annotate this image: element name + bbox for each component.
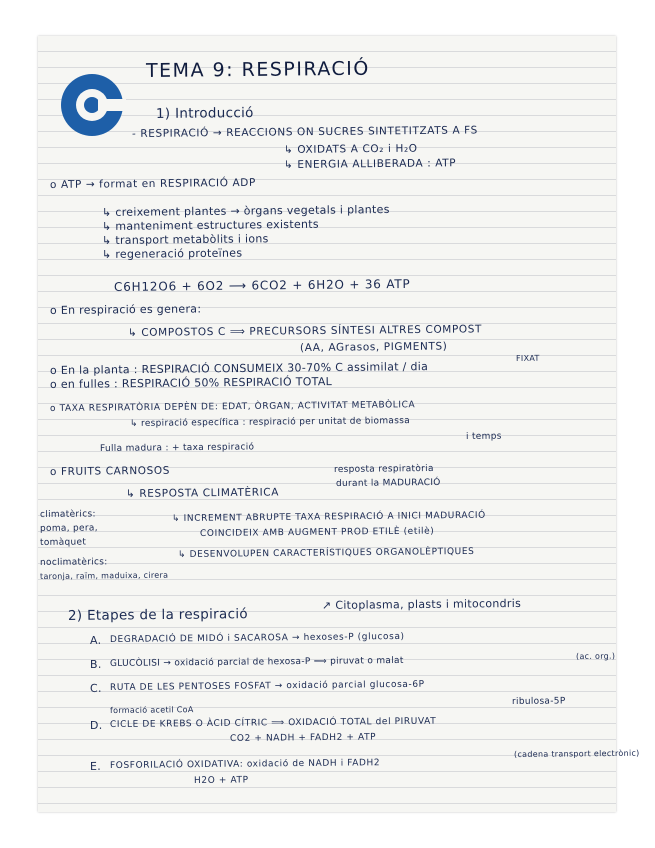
stage-letter: C. — [89, 681, 102, 695]
climaterica-line: ↳ RESPOSTA CLIMATÈRICA — [125, 486, 280, 500]
taxa-line-1: o TAXA RESPIRATÒRIA DEPÈN DE: EDAT, ÒRGAN, ACTIVITAT METABÒLICA — [49, 400, 416, 414]
stage-text: CICLE DE KREBS O ÀCID CÍTRIC ⟹ OXIDACIÓ TOTAL del PIRUVAT — [109, 716, 437, 730]
taxa-line-3: i temps — [465, 431, 502, 442]
stage-b-note: (ac. org.) — [575, 651, 616, 661]
noclimaterics-note: noclimatèrics: — [39, 557, 108, 568]
respiracio-definition-line-1: - RESPIRACIÓ → REACCIONS ON SUCRES SINTETITZATS A FS — [131, 124, 478, 140]
stage-c-note: ribulosa-5P — [511, 696, 566, 707]
atp-use-item: ↳ regeneració proteïnes — [101, 246, 243, 261]
section-1-heading: 1) Introducció — [155, 104, 254, 122]
noclimaterics-note: taronja, raïm, maduixa, cirera — [39, 570, 169, 581]
climaterics-note: tomàquet — [39, 537, 87, 548]
stage-letter: E. — [89, 759, 102, 773]
stage-e-line-2: H2O + ATP — [193, 775, 249, 786]
increment-line-2: COINCIDEIX AMB AUGMENT PROD ETILÈ (etilè) — [199, 526, 435, 539]
respiracio-definition-line-3: ↳ ENERGIA ALLIBERADA : ATP — [283, 157, 457, 171]
section-2-heading: 2) Etapes de la respiració — [67, 606, 248, 624]
resposta-bracket-line-2: durant la MADURACIÓ — [335, 477, 441, 489]
resposta-bracket-line-1: resposta respiratòria — [333, 463, 434, 475]
atp-use-item: ↳ manteniment estructures existents — [101, 217, 319, 233]
notebook-page — [38, 36, 640, 812]
climaterics-note: climatèrics: — [39, 509, 96, 520]
respiration-equation: C6H12O6 + 6O2 ⟶ 6CO2 + 6H2O + 36 ATP — [113, 276, 411, 294]
stage-d-line-2: CO2 + NADH + FADH2 + ATP — [229, 732, 377, 744]
fulles-line: o en fulles : RESPIRACIÓ 50% RESPIRACIÓ TOTAL — [49, 375, 333, 391]
atp-use-item: ↳ creixement plantes → òrgans vegetals i plantes — [101, 202, 390, 219]
stage-text: RUTA DE LES PENTOSES FOSFAT → oxidació parcial glucosa-6P — [109, 679, 425, 693]
general-line: o En respiració es genera: — [49, 302, 202, 317]
atp-use-item: ↳ transport metabòlits i ions — [101, 232, 269, 247]
stage-letter: D. — [89, 718, 103, 732]
stage-letter: B. — [89, 657, 102, 671]
increment-line-1: ↳ INCREMENT ABRUPTE TAXA RESPIRACIÓ A INICI MADURACIÓ — [171, 510, 486, 524]
stage-text: FOSFORILACIÓ OXIDATIVA: oxidació de NADH i FADH2 — [109, 758, 381, 771]
fixat-note: FIXAT — [515, 353, 540, 363]
brand-logo-icon — [60, 73, 124, 137]
climaterics-note: poma, pera, — [39, 523, 98, 534]
atp-line: o ATP → format en RESPIRACIÓ ADP — [49, 176, 256, 191]
location-note: ↗ Citoplasma, plasts i mitocondris — [321, 596, 522, 612]
compostos-line-2: (AA, AGrasos, PIGMENTS) — [299, 340, 448, 354]
compostos-line-1: ↳ COMPOSTOS C ⟹ PRECURSORS SÍNTESI ALTRES COMPOST — [127, 323, 483, 339]
desenvolupen-line: ↳ DESENVOLUPEN CARACTERÍSTIQUES ORGANOLÈPTIQUES — [177, 546, 475, 560]
respiracio-definition-line-2: ↳ OXIDATS A CO₂ i H₂O — [283, 142, 418, 156]
stage-c-note-2: formació acetil CoA — [109, 705, 194, 715]
fulla-madura-line: Fulla madura : + taxa respiració — [99, 442, 255, 454]
fruits-line: o FRUITS CARNOSOS — [49, 464, 171, 478]
planta-line: o En la planta : RESPIRACIÓ CONSUMEIX 30-70% C assimilat / dia — [49, 360, 429, 377]
stage-text: GLUCÒLISI → oxidació parcial de hexosa-P ⟹ piruvat o malat — [109, 655, 404, 669]
stage-letter: A. — [89, 633, 102, 647]
stage-text: DEGRADACIÓ DE MIDÓ i SACAROSA → hexoses-P (glucosa) — [109, 631, 405, 645]
page-title: TEMA 9: RESPIRACIÓ — [145, 57, 370, 82]
stage-e-note: (cadena transport electrònic) — [513, 748, 640, 759]
taxa-line-2: ↳ respiració específica : respiració per unitat de biomassa — [129, 416, 411, 429]
